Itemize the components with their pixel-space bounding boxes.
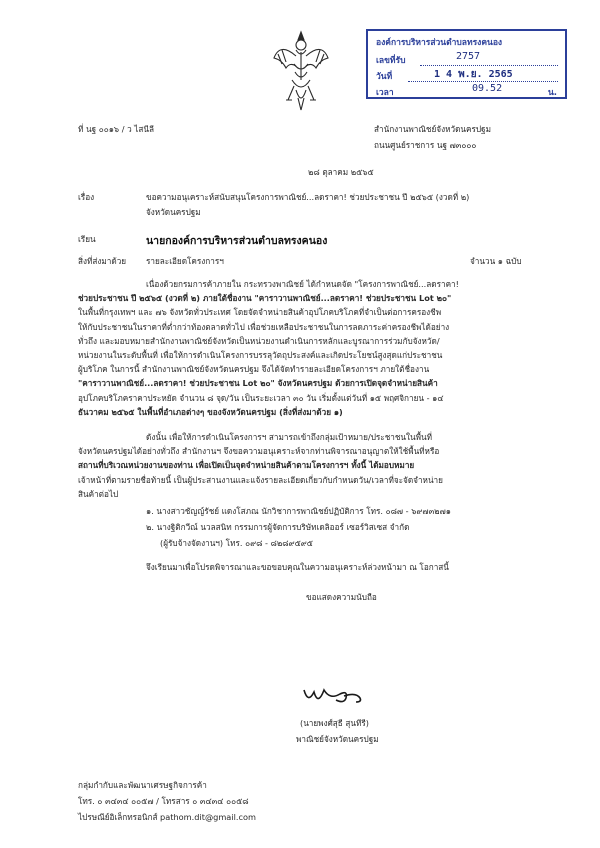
closing-sentence: จึงเรียนมาเพื่อโปรดพิจารณาและขอขอบคุณในความอนุเคราะห์ล่วงหน้ามา ณ โอกาสนี้ — [146, 562, 449, 572]
handwritten-signature — [300, 682, 380, 710]
contact-2-detail: (ผู้รับจ้างจัดงานฯ) โทร. ๐๙๘ - ๘๒๘๙๕๙๕ — [160, 538, 313, 548]
sender-office: สำนักงานพาณิชย์จังหวัดนครปฐม — [374, 124, 491, 134]
stamp-time-label: เวลา — [376, 88, 394, 98]
stamp-date: 1 4 พ.ย. 2565 — [434, 69, 513, 80]
footer-phone: โทร. ๐ ๓๔๓๔ ๐๐๕๗ / โทรสาร ๐ ๓๔๓๔ ๐๐๕๘ — [78, 796, 249, 806]
recipient-name: นายกองค์การบริหารส่วนตำบลทรงคนอง — [146, 235, 328, 247]
body-line: ทั่วถึง และมอบหมายสำนักงานพาณิชย์จังหวัดเป็นหน่วยงานดำเนินการหลักและบูรณาการร่วมกับจังหวัด/ — [78, 335, 440, 346]
footer-email: ไปรษณีย์อิเล็กทรอนิกส์ pathom.dit@gmail.com — [78, 812, 256, 822]
body-paragraph-2 — [78, 430, 538, 501]
stamp-org: องค์การบริหารส่วนตำบลทรงคนอง — [376, 38, 503, 48]
stamp-date-label: วันที่ — [376, 72, 393, 82]
enclosure-count: จำนวน ๑ ฉบับ — [470, 256, 522, 266]
footer-division: กลุ่มกำกับและพัฒนาเศรษฐกิจการค้า — [78, 780, 207, 790]
regards: ขอแสดงความนับถือ — [306, 592, 377, 602]
body-line: ในพื้นที่กรุงเทพฯ และ ๗๖ จังหวัดทั่วประเทศ โดยจัดจำหน่ายสินค้าอุปโภคบริโภคที่จำเป็นต่อการครองชีพ — [78, 307, 442, 318]
body-line: "คาราวานพาณิชย์...ลดราคา! ช่วยประชาชน Lot ๒๐" จังหวัดนครปฐม ด้วยการเปิดจุดจำหน่ายสินค้า — [78, 378, 438, 389]
contact-2: ๒. นางฐิติกวีณ์ นวลสนิท กรรมการผู้จัดการบริษัทเดลิออร์ เซอร์วิสเซส จำกัด — [146, 522, 410, 532]
body-paragraph-1 — [78, 277, 538, 419]
stamp-receive-no: 2757 — [456, 51, 481, 62]
body-line: อุปโภคบริโภคราคาประหยัด จำนวน ๘ จุด/วัน เป็นระยะเวลา ๓๐ วัน เริ่มตั้งแต่วันที่ ๑๕ พฤศจิกายน - ๑๔ — [78, 392, 444, 403]
body-line: ช่วยประชาชน ปี ๒๕๖๕ (งวดที่ ๒) ภายใต้ชื่องาน "คาราวานพาณิชย์...ลดราคา! ช่วยประชาชน Lot ๒๐" — [78, 293, 452, 304]
signer-name: (นายพงศ์สุธี สุนทีรี) — [300, 718, 369, 728]
body-line: ดังนั้น เพื่อให้การดำเนินโครงการฯ สามารถเข้าถึงกลุ่มเป้าหมาย/ประชาชนในพื้นที่ — [146, 432, 432, 442]
subject-label: เรื่อง — [78, 192, 95, 202]
stamp-time: 09.52 — [472, 83, 503, 94]
body-line: หน่วยงานในระดับพื้นที่ เพื่อให้การดำเนินโครงการบรรลุวัตถุประสงค์และเกิดประโยชน์สูงสุดแก่ประชาชน — [78, 350, 443, 361]
subject-line-1: ขอความอนุเคราะห์สนับสนุนโครงการพาณิชย์...ลดราคา! ช่วยประชาชน ปี ๒๕๖๕ (งวดที่ ๒) — [146, 192, 470, 202]
enclosure-label: สิ่งที่ส่งมาด้วย — [78, 256, 127, 266]
reference-number: ที่ นฐ ๐๐๑๖ / ว ไสนีลี — [78, 124, 154, 134]
garuda-emblem-icon — [272, 28, 330, 112]
recipient-label: เรียน — [78, 234, 96, 244]
body-line: ผู้บริโภค ในการนี้ สำนักงานพาณิชย์จังหวัดนครปฐม จึงได้จัดทำรายละเอียดโครงการฯ ภายใต้ชื่องาน — [78, 364, 430, 375]
receive-stamp — [366, 29, 567, 99]
body-line: สินค้าต่อไป — [78, 488, 119, 499]
body-line: สถานที่บริเวณหน่วยงานของท่าน เพื่อเปิดเป็นจุดจำหน่ายสินค้าตามโครงการฯ ทั้งนี้ ได้มอบหมาย — [78, 460, 415, 471]
stamp-receive-label: เลขที่รับ — [376, 56, 406, 66]
subject-line-2: จังหวัดนครปฐม — [146, 207, 201, 217]
body-line: เจ้าหน้าที่ตามรายชื่อท้ายนี้ เป็นผู้ประสานงานและแจ้งรายละเอียดเกี่ยวกับกำหนดวัน/เวลาที่จะจัดจำหน่าย — [78, 474, 443, 485]
body-line: ธันวาคม ๒๕๖๕ ในพื้นที่อำเภอต่างๆ ของจังหวัดนครปฐม (สิ่งที่ส่งมาด้วย ๑) — [78, 406, 343, 417]
letter-date: ๒๘ ตุลาคม ๒๕๖๕ — [308, 167, 374, 177]
sender-address: ถนนศูนย์ราชการ นฐ ๗๓๐๐๐ — [374, 140, 477, 150]
signer-position: พาณิชย์จังหวัดนครปฐม — [296, 734, 379, 744]
body-line: จังหวัดนครปฐมได้อย่างทั่วถึง สำนักงานฯ จึงขอความอนุเคราะห์จากท่านพิจารณาอนุญาตให้ใช้พื้นที่หรือ — [78, 446, 440, 457]
body-line: เนื่องด้วยกรมการค้าภายใน กระทรวงพาณิชย์ ได้กำหนดจัด "โครงการพาณิชย์...ลดราคา! — [146, 279, 459, 289]
stamp-time-suffix: น. — [548, 88, 558, 98]
contact-1: ๑. นางสาวชัญญ์รัชย์ แดงโสภณ นักวิชาการพาณิชย์ปฏิบัติการ โทร. ๐๘๗ - ๖๙๗๓๒๗๑ — [146, 506, 451, 516]
body-line: ให้กับประชาชนในราคาที่ต่ำกว่าท้องตลาดทั่วไป เพื่อช่วยเหลือประชาชนในการลดภาระค่าครองชีพได้อย่าง — [78, 321, 450, 332]
enclosure-text: รายละเอียดโครงการฯ — [146, 256, 224, 266]
